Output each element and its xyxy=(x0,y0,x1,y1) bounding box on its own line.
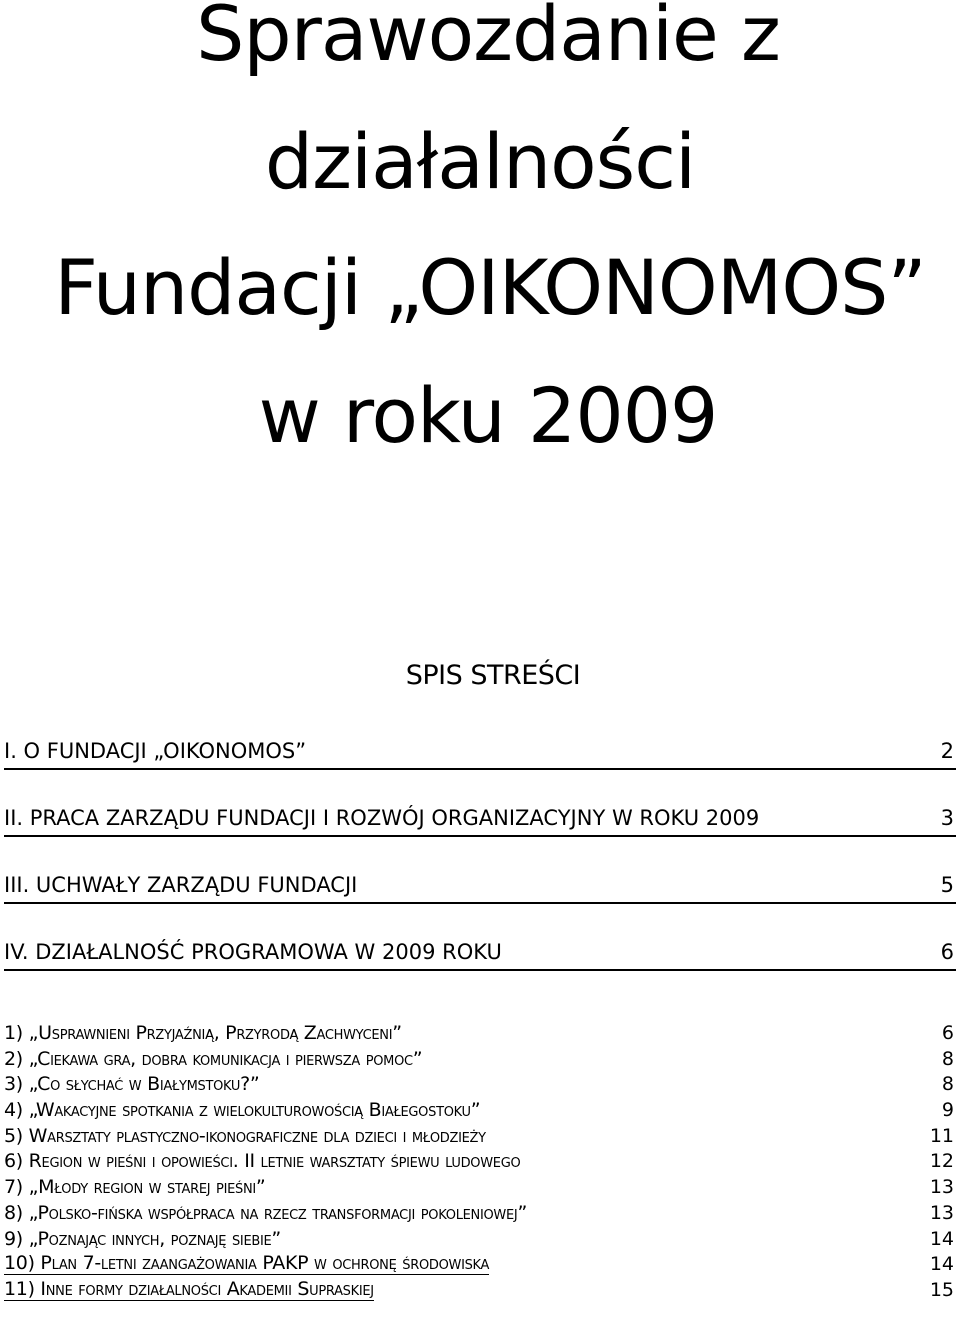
toc-subentry-page: 13 xyxy=(929,1201,954,1224)
toc-subentry-title: 1) „Usprawnieni Przyjaźnią, Przyrodą Zachwyceni” xyxy=(4,1022,402,1044)
toc-subentry-title: 4) „Wakacyjne spotkania z wielokulturowością Białegostoku” xyxy=(4,1099,481,1122)
toc-subentry-title: 10) Plan 7-letni zaangażowania PAKP w ochronę środowiska xyxy=(4,1252,490,1275)
toc-subentry-title: 9) „Poznając innych, poznaję siebie” xyxy=(4,1227,281,1250)
toc-subentry[interactable] xyxy=(4,1227,956,1253)
toc-entry-rule xyxy=(4,768,956,770)
toc-subentry-page: 13 xyxy=(929,1176,954,1199)
title-line-4: w roku 2009 xyxy=(258,371,718,460)
toc-subentry-title: 3) „Co słychać w Białymstoku?” xyxy=(4,1073,260,1096)
toc-main-entries xyxy=(4,737,956,1005)
toc-subentry[interactable] xyxy=(4,1252,956,1278)
toc-entry[interactable] xyxy=(4,938,956,1005)
toc-heading: SPIS STREŚCI xyxy=(405,660,581,691)
toc-entry-rule xyxy=(4,902,956,904)
toc-subentry-title: 2) „Ciekawa gra, dobra komunikacja i pierwsza pomoc” xyxy=(4,1047,423,1070)
toc-subentry[interactable] xyxy=(4,1098,956,1124)
toc-subentry-page: 14 xyxy=(929,1227,954,1250)
toc-entry-title: IV. DZIAŁALNOŚĆ PROGRAMOWA W 2009 ROKU xyxy=(4,940,502,964)
toc-entry-title: III. UCHWAŁY ZARZĄDU FUNDACJI xyxy=(4,873,358,897)
toc-entry-page: 2 xyxy=(940,739,954,763)
toc-entry[interactable] xyxy=(4,737,956,804)
toc-entry-rule xyxy=(4,969,956,971)
toc-subentry[interactable] xyxy=(4,1149,956,1175)
title-line-3: Fundacji „OIKONOMOS” xyxy=(54,243,926,332)
toc-subentry-page: 14 xyxy=(929,1253,954,1276)
title-line-2: działalności xyxy=(264,117,696,206)
toc-entry-rule xyxy=(4,835,956,837)
toc-subentry-page: 9 xyxy=(941,1099,954,1122)
toc-entry-title: I. O FUNDACJI „OIKONOMOS” xyxy=(4,739,307,763)
toc-subentry-title: 7) „Młody region w starej pieśni” xyxy=(4,1176,266,1199)
toc-subentry-page: 12 xyxy=(929,1150,954,1173)
toc-subentry-page: 15 xyxy=(929,1278,954,1301)
toc-subentry-title: 6) Region w pieśni i opowieści. II letnie warsztaty śpiewu ludowego xyxy=(4,1150,521,1173)
toc-entry-page: 5 xyxy=(940,873,954,897)
toc-subentry-title: 11) Inne formy działalności Akademii Supraskiej xyxy=(4,1277,374,1300)
toc-subentry[interactable] xyxy=(4,1278,956,1304)
toc-entry-title: II. PRACA ZARZĄDU FUNDACJI I ROZWÓJ ORGANIZACYJNY W ROKU 2009 xyxy=(4,806,760,830)
toc-subentry-page: 8 xyxy=(941,1047,954,1070)
toc-subentry-page: 8 xyxy=(941,1073,954,1096)
toc-subentry[interactable] xyxy=(4,1175,956,1201)
toc-subentry[interactable] xyxy=(4,1124,956,1150)
toc-entry[interactable] xyxy=(4,871,956,938)
title-line-1: Sprawozdanie z xyxy=(196,0,780,78)
toc-subentry-page: 11 xyxy=(929,1124,954,1147)
toc-subentry[interactable] xyxy=(4,1047,956,1073)
toc-subentry[interactable] xyxy=(4,1072,956,1098)
toc-subentry-page: 6 xyxy=(941,1022,954,1044)
toc-subentry-title: 8) „Polsko-fińska współpraca na rzecz transformacji pokoleniowej” xyxy=(4,1201,527,1224)
toc-subentry[interactable] xyxy=(4,1201,956,1227)
toc-subentry-title: 5) Warsztaty plastyczno-ikonograficzne dla dzieci i młodzieży xyxy=(4,1124,486,1147)
toc-subentry[interactable] xyxy=(4,1021,956,1047)
toc-sub-entries xyxy=(4,1021,956,1304)
toc-entry-page: 3 xyxy=(940,806,954,830)
toc-entry-page: 6 xyxy=(940,940,954,964)
toc-entry[interactable] xyxy=(4,804,956,871)
